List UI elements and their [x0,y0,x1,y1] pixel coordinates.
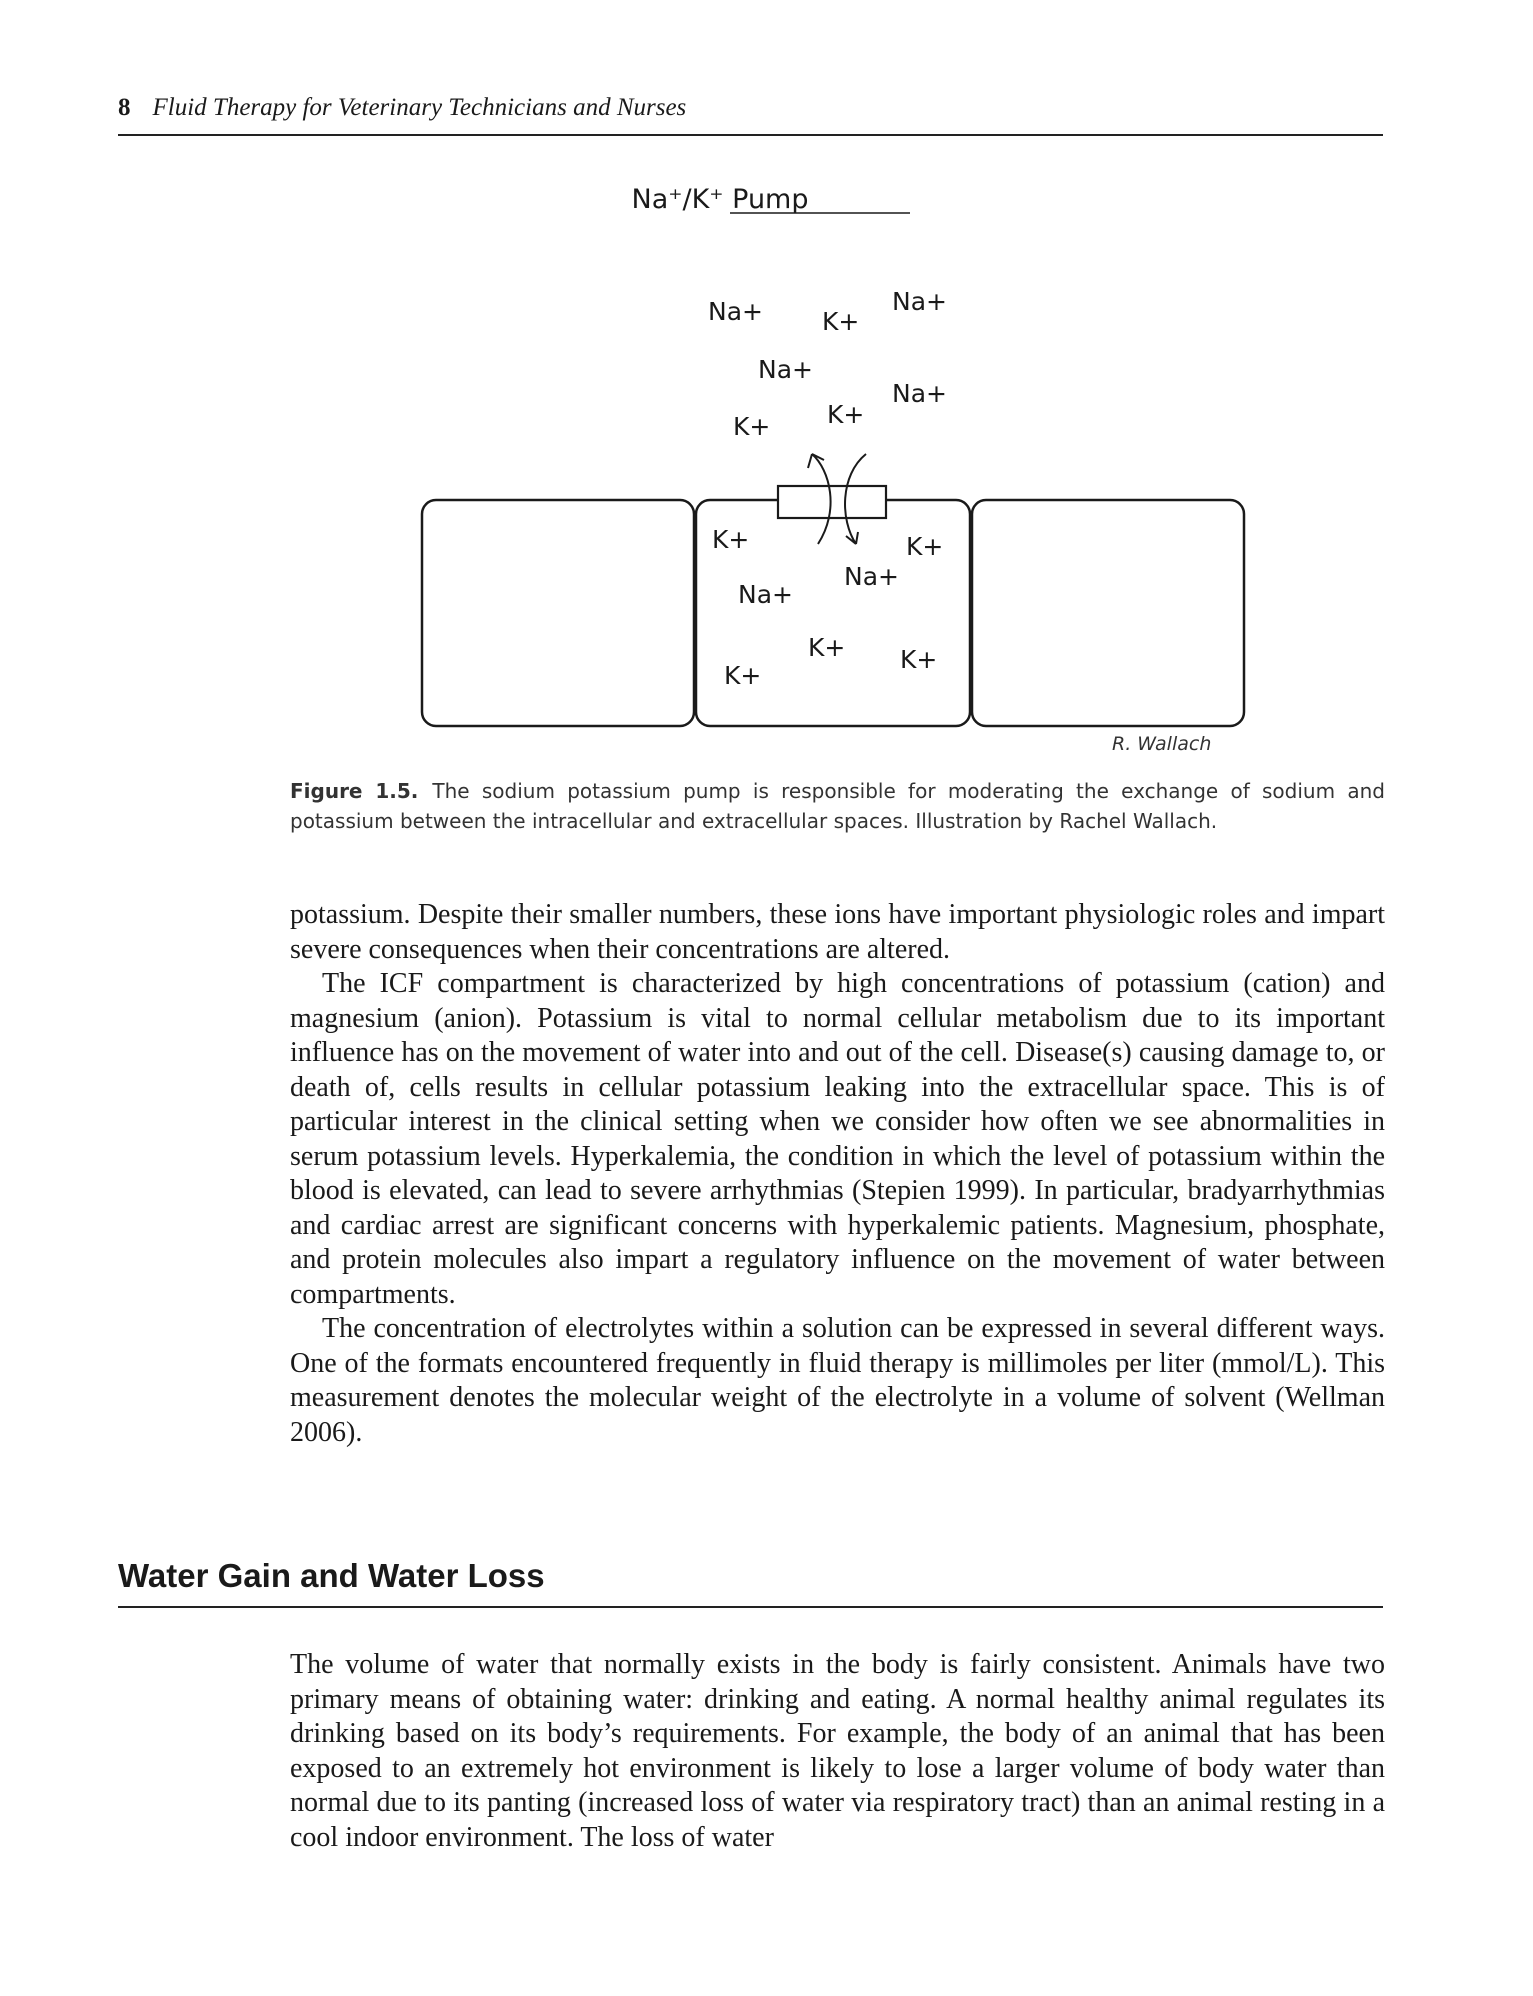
body-paragraph: The concentration of electrolytes within a solution can be expressed in several different ways. One of the formats encountered frequently in fluid therapy is millimoles per liter (mmol/L). This measurement denotes the molecular weight of the electrolyte in a volume of solvent (Wellman 2006). [290,1313,1385,1448]
outside-ion: Na+ [892,379,947,408]
na-k-pump-diagram [400,170,1270,770]
page-number: 8 [118,94,131,121]
inside-ion: K+ [906,532,944,561]
section-heading: Water Gain and Water Loss [118,1557,545,1594]
header-rule [118,134,1383,136]
section-text-block [290,1648,1385,1855]
figure-na-k-pump [400,170,1270,770]
outside-ion: Na+ [892,287,947,316]
inside-ion: K+ [724,661,762,690]
inside-ion: K+ [808,633,846,662]
inside-ion: K+ [900,645,938,674]
section-rule [118,1606,1383,1608]
pump-channel [778,486,886,518]
right-cell [972,500,1244,726]
inside-ion: K+ [712,525,750,554]
illustrator-signature: R. Wallach [1112,733,1212,755]
running-header [118,94,1383,122]
body-paragraph: The ICF compartment is characterized by high concentrations of potassium (cation) and magnesium (anion). Potassium is vital to normal cellular metabolism due to its important influence has on the movement of water into and out of the cell. Disease(s) causing damage to, or death of, cells results in cellular potassium leaking into the extracellular space. This is of particular interest in the clinical setting when we consider how often we see abnormalities in serum potassium levels. Hyperkalemia, the condition in which the level of potassium within the blood is elevated, can lead to severe arrhythmias (Stepien 1999). In particular, bradyarrhythmias and cardiac arrest are significant concerns with hyperkalemic patients. Magnesium, phosphate, and protein molecules also impart a regulatory influence on the movement of water between compartments. [290,968,1385,1310]
inside-ion: Na+ [738,580,793,609]
left-cell [422,500,694,726]
outside-ion: Na+ [758,355,813,384]
figure-caption [290,776,1385,836]
caption-text: The sodium potassium pump is responsible for moderating the exchange of sodium and potassium between the intracellular and extracellular spaces. Illustration by Rachel Wallach. [290,779,1385,833]
caption-label: Figure 1.5. [290,779,419,803]
outside-ion: K+ [822,307,860,336]
outside-ion: K+ [733,412,771,441]
section-paragraph: The volume of water that normally exists in the body is fairly consistent. Animals have two primary means of obtaining water: drinking and eating. A normal healthy animal regulates its drinking based on its body’s requirements. For example, the body of an animal that has been exposed to an extremely hot environment is likely to lose a larger volume of body water than normal due to its panting (increased loss of water via respiratory tract) than an animal resting in a cool indoor environment. The loss of water [290,1649,1385,1853]
running-title: Fluid Therapy for Veterinary Technicians and Nurses [152,94,687,121]
outside-ion: K+ [827,400,865,429]
body-paragraph: potassium. Despite their smaller numbers, these ions have important physiologic roles and impart severe consequences when their concentrations are altered. [290,899,1385,965]
figure-title: Na⁺/K⁺ Pump [631,184,809,215]
inside-ion: Na+ [844,562,899,591]
outside-ion: Na+ [708,297,763,326]
body-text-block [290,898,1385,1450]
